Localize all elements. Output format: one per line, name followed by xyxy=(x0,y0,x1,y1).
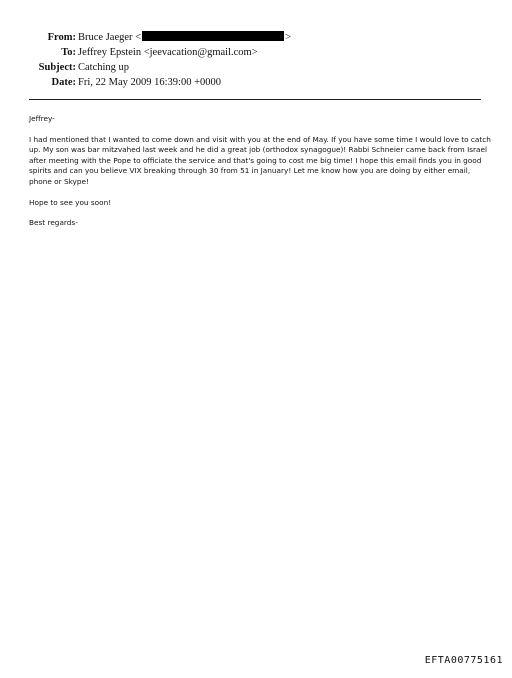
signoff: Best regards- xyxy=(29,218,78,228)
from-name: Bruce Jaeger < xyxy=(78,32,142,43)
date-label: Date: xyxy=(51,77,76,88)
from-label: From: xyxy=(47,32,76,43)
from-close: > xyxy=(285,32,291,43)
from-value xyxy=(78,30,291,45)
closing-line: Hope to see you soon! xyxy=(29,197,112,207)
document-id: EFTA00775161 xyxy=(424,655,503,666)
email-body xyxy=(29,114,491,239)
to-row xyxy=(0,45,512,60)
date-row xyxy=(0,75,512,90)
subject-row xyxy=(0,60,512,75)
subject-label: Subject: xyxy=(38,62,76,73)
to-label: To: xyxy=(61,47,76,58)
date-value: Fri, 22 May 2009 16:39:00 +0000 xyxy=(78,77,222,88)
greeting: Jeffrey- xyxy=(29,114,55,123)
email-header xyxy=(0,30,512,90)
redaction-bar xyxy=(142,31,284,41)
body-paragraph: I had mentioned that I wanted to come down and visit with you at the end of May. If you have some time I would love to catch up. My son was bar mitzvahed last week and he did a great job (orthodox synagogue)! Rabbi Schneier came back from Israel after meeting with the Pope to officiate the service and that's going to cost me big time! I hope this email finds you in good spirits and can you believe VIX breaking through 30 from 51 in January! Let me know how you are doing by either email, phone or Skype! xyxy=(29,134,491,186)
subject-value: Catching up xyxy=(78,62,130,73)
to-value: Jeffrey Epstein <jeevacation@gmail.com> xyxy=(78,47,258,58)
from-row xyxy=(0,30,512,45)
header-divider xyxy=(29,99,481,100)
